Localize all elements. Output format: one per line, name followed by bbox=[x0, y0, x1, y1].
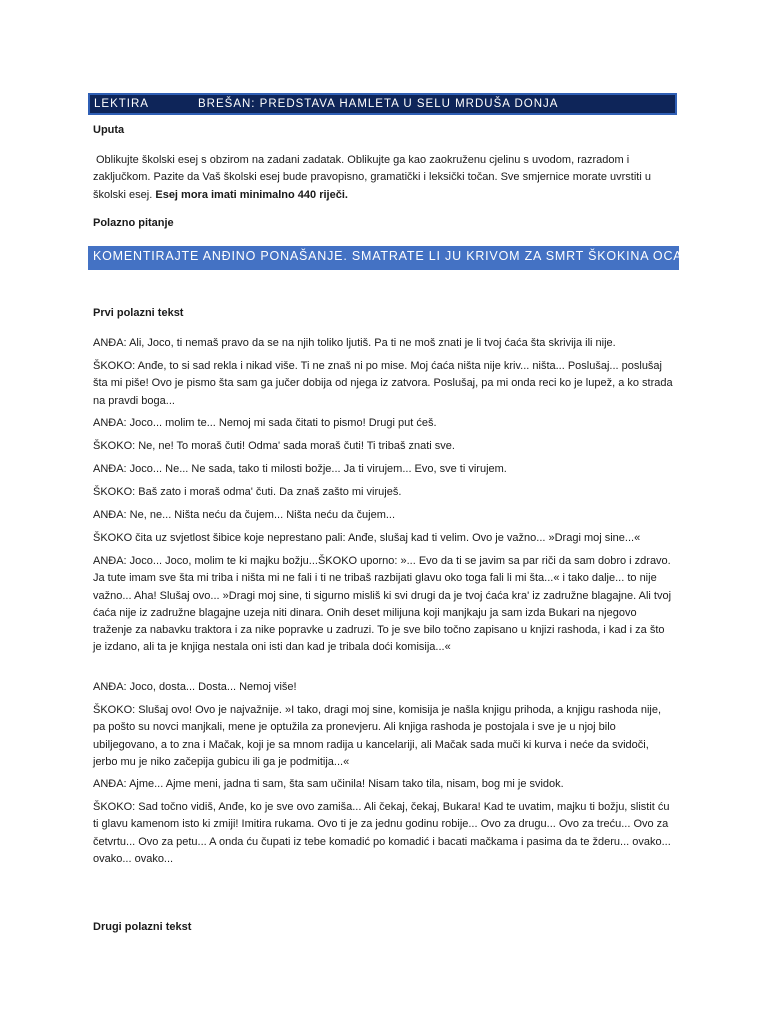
question-bar: KOMENTIRAJTE ANĐINO PONAŠANJE. SMATRATE LI JU KRIVOM ZA SMRT ŠKOKINA OCA? bbox=[88, 246, 679, 270]
dialogue-line: ANĐA: Joco... molim te... Nemoj mi sada čitati to pismo! Drugi put ćeš. bbox=[93, 417, 437, 429]
dialogue-line: ŠKOKO: Slušaj ovo! Ovo je najvažnije. »I tako, dragi moj sine, komisija je našla knjigu prihoda, a knjigu rashoda nije, pa pošto su novci manjkali, mene je optužila za pronevjeru. Ali knjiga rashoda je postojala i sve je u njoj bilo ubiljegovano, a to zna i Mačak, koji je sa mnom radija u kancelariji, ali Mačak sada muči ki kurva i neće da svidoči, jerbo mu je niko začepija gubicu ili ga je podmitija...« bbox=[93, 704, 662, 768]
header-bar bbox=[88, 93, 677, 115]
dialogue-line: ANĐA: Ali, Joco, ti nemaš pravo da se na njih toliko ljutiš. Pa ti ne moš znati je li tvoj ćaća šta skrivija ili nije. bbox=[93, 337, 616, 349]
dialogue-line: ANĐA: Ne, ne... Ništa neću da čujem... Ništa neću da čujem... bbox=[93, 509, 396, 521]
header-title: BREŠAN: PREDSTAVA HAMLETA U SELU MRDUŠA DONJA bbox=[198, 98, 559, 110]
dialogue-line: ŠKOKO čita uz svjetlost šibice koje neprestano pali: Anđe, slušaj kad ti velim. Ovo je važno... »Dragi moj sine...« bbox=[93, 532, 641, 544]
dialogue-line: ŠKOKO: Baš zato i moraš odma' čuti. Da znaš zašto mi viruješ. bbox=[93, 486, 402, 498]
second-text-heading: Drugi polazni tekst bbox=[93, 921, 192, 933]
instructions-text bbox=[93, 152, 673, 204]
dialogue-line: ŠKOKO: Sad točno vidiš, Anđe, ko je sve ovo zamiša... Ali čekaj, čekaj, Bukara! Kad te uvatim, majku ti božju, slistit ću ti glavu kamenom isto ki zmiji! Imitira rukama. Ovo ti je za jednu godinu robije... Ovo za drugu... Ovo za treću... Ovo za četvrtu... Ovo za petu... A onda ću čupati iz tebe komadić po komadić i bacati mačkama i pasima da te žderu... ovako... ovako... ovako... bbox=[93, 801, 671, 865]
dialogue-line: ANĐA: Joco... Joco, molim te ki majku božju...ŠKOKO uporno: »... Evo da ti se javim sa par riči da sam dobro i zdravo. Ja tute imam sve šta mi triba i ništa mi ne fali i ti ne tribaš razbijati glavu oko toga fali li mi šta...« i tako dalje... to nije važno... Aha! Slušaj ovo... »Dragi moj sine, ti sigurno misliš ki svi drugi da je tvoj ćaća kra' iz zadružne blagajne. Ali tvoj ćaća nije iz zadružne blagajne uzeja niti dinara. Onih deset milijuna koji manjkaju ja sam izda Bukari na njegovo traženje za nabavku traktora i za nike popravke u zadruzi. To je sve bilo točno zapisano u knjizi rashoda, i kad i za što je izdano, ali ta je knjiga nestala oni isti dan kad je tribala doći komisija...« bbox=[93, 555, 672, 654]
dialogue-line: ANĐA: Joco... Ne... Ne sada, tako ti milosti božje... Ja ti virujem... Evo, sve ti virujem. bbox=[93, 463, 507, 475]
dialogue-line: ANĐA: Ajme... Ajme meni, jadna ti sam, šta sam učinila! Nisam tako tila, nisam, bog mi je svidok. bbox=[93, 778, 564, 790]
first-text-heading: Prvi polazni tekst bbox=[93, 307, 184, 319]
instructions-heading: Uputa bbox=[93, 124, 125, 136]
dialogue-line: ŠKOKO: Ne, ne! To moraš čuti! Odma' sada moraš čuti! Ti tribaš znati sve. bbox=[93, 440, 455, 452]
dialogue-line: ŠKOKO: Anđe, to si sad rekla i nikad više. Ti ne znaš ni po mise. Moj ćaća ništa nije kriv... ništa... Poslušaj... poslušaj šta mi piše! Ovo je pismo šta sam ga jučer dobija od njega iz zatvora. Poslušaj, pa mi onda reci ko je lupež, a ko strada na pravdi boga... bbox=[93, 360, 673, 407]
instructions-body: Oblikujte školski esej s obzirom na zadani zadatak. Oblikujte ga kao zaokruženu cjelinu s uvodom, razradom i zaključkom. Pazite da Vaš školski esej bude pravopisno, gramatički i leksički točan. Sve smjernice morate uvrstiti u školski esej. bbox=[93, 154, 651, 201]
question-heading: Polazno pitanje bbox=[93, 217, 174, 229]
header-label: LEKTIRA bbox=[94, 98, 149, 110]
instructions-emphasis: Esej mora imati minimalno 440 riječi. bbox=[155, 188, 348, 201]
dialogue-line: ANĐA: Joco, dosta... Dosta... Nemoj više! bbox=[93, 681, 297, 693]
